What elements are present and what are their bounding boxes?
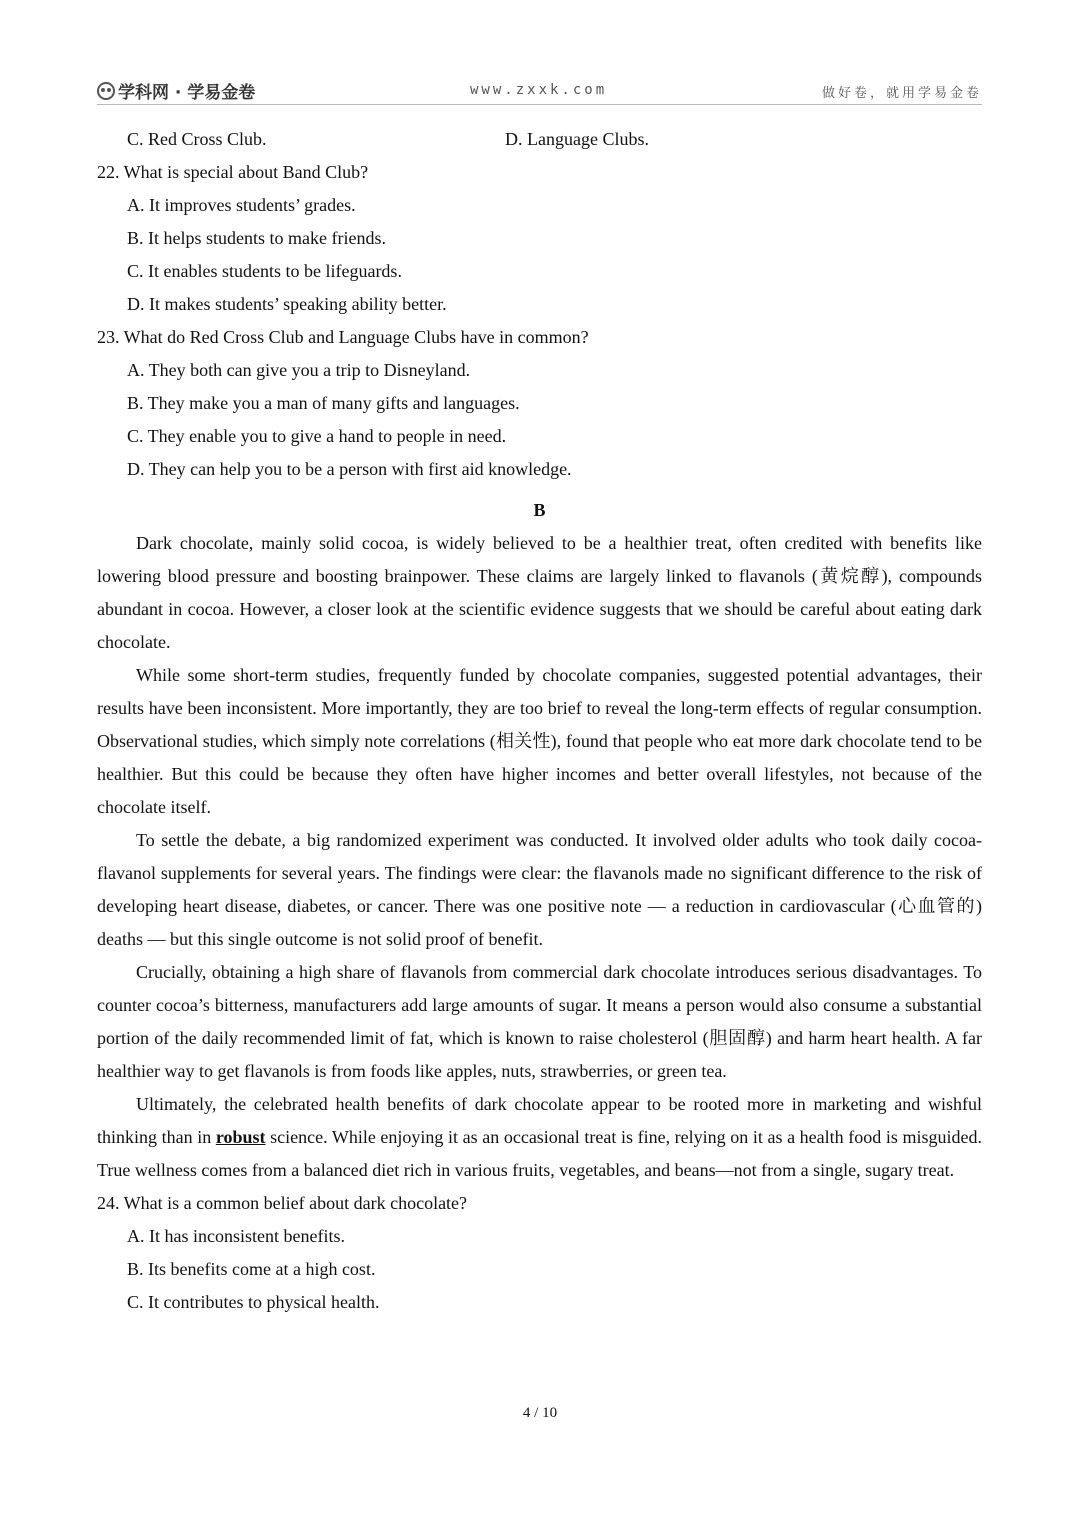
q22-option-b: B. It helps students to make friends. — [127, 228, 386, 248]
passage-paragraph-1: Dark chocolate, mainly solid cocoa, is widely believed to be a healthier treat, often credited with benefits like lowering blood pressure and boosting brainpower. These claims are largely linked to flavanols (黄烷醇), compounds abundant in cocoa. However, a closer look at the scientific evidence suggests that we should be careful about eating dark chocolate. — [97, 533, 982, 652]
q22-option-d: D. It makes students’ speaking ability better. — [127, 294, 447, 314]
logo — [97, 78, 255, 103]
passage-paragraph-3: To settle the debate, a big randomized experiment was conducted. It involved older adults who took daily cocoa-flavanol supplements for several years. The findings were clear: the flavanols made no significant difference to the risk of developing heart disease, diabetes, or cancer. There was one positive note — a reduction in cardiovascular (心血管的) deaths — but this single outcome is not solid proof of benefit. — [97, 830, 982, 949]
p5-text-before: Ultimately, the celebrated health benefits of dark chocolate appear to be rooted more in marketing and wishful thinking than in — [97, 1094, 982, 1147]
site-url: www.zxxk.com — [470, 82, 608, 98]
q23-option-d: D. They can help you to be a person with first aid knowledge. — [127, 459, 572, 479]
header-slogan: 做好卷，就用学易金卷 — [821, 86, 982, 101]
owl-logo-icon — [97, 82, 115, 100]
q22-stem: 22. What is special about Band Club? — [97, 162, 369, 182]
q23-option-b: B. They make you a man of many gifts and languages. — [127, 393, 520, 413]
q24-option-b: B. Its benefits come at a high cost. — [127, 1259, 376, 1279]
q21-options-row — [97, 123, 982, 156]
q23-stem: 23. What do Red Cross Club and Language Clubs have in common? — [97, 327, 589, 347]
q24-option-a: A. It has inconsistent benefits. — [127, 1226, 345, 1246]
section-title: B — [533, 500, 546, 520]
q24-option-c: C. It contributes to physical health. — [127, 1292, 380, 1312]
underlined-keyword: robust — [215, 1127, 266, 1147]
passage-paragraph-4: Crucially, obtaining a high share of flavanols from commercial dark chocolate introduces serious disadvantages. To counter cocoa’s bitterness, manufacturers add large amounts of sugar. It means a person would also consume a substantial portion of the daily recommended limit of fat, which is known to raise cholesterol (胆固醇) and harm heart health. A far healthier way to get flavanols is from foods like apples, nuts, strawberries, or green tea. — [97, 962, 982, 1081]
q23-option-c: C. They enable you to give a hand to people in need. — [127, 426, 507, 446]
q22-option-a: A. It improves students’ grades. — [127, 195, 356, 215]
page-number: 4 / 10 — [522, 1405, 558, 1421]
passage-paragraph-2: While some short-term studies, frequently funded by chocolate companies, suggested potential advantages, their results have been inconsistent. More importantly, they are too brief to reveal the long-term effects of regular consumption. Observational studies, which simply note correlations (相关性), found that people who eat more dark chocolate tend to be healthier. But this could be because they often have higher incomes and better overall lifestyles, not because of the chocolate itself. — [97, 665, 982, 817]
logo-text: 学科网 · 学易金卷 — [118, 83, 256, 103]
q21-option-c: C. Red Cross Club. — [127, 129, 267, 149]
page-header — [97, 76, 982, 105]
q22-option-c: C. It enables students to be lifeguards. — [127, 261, 402, 281]
p5-text-after: science. While enjoying it as an occasional treat is fine, relying on it as a health food is misguided. True wellness comes from a balanced diet rich in various fruits, vegetables, and beans—not from a single, sugary treat. — [97, 1127, 982, 1180]
passage-paragraph-5 — [97, 1088, 982, 1187]
q23-option-a: A. They both can give you a trip to Disneyland. — [127, 360, 471, 380]
document-body — [97, 123, 982, 1319]
q24-stem: 24. What is a common belief about dark chocolate? — [97, 1193, 468, 1213]
q21-option-d: D. Language Clubs. — [505, 129, 649, 149]
